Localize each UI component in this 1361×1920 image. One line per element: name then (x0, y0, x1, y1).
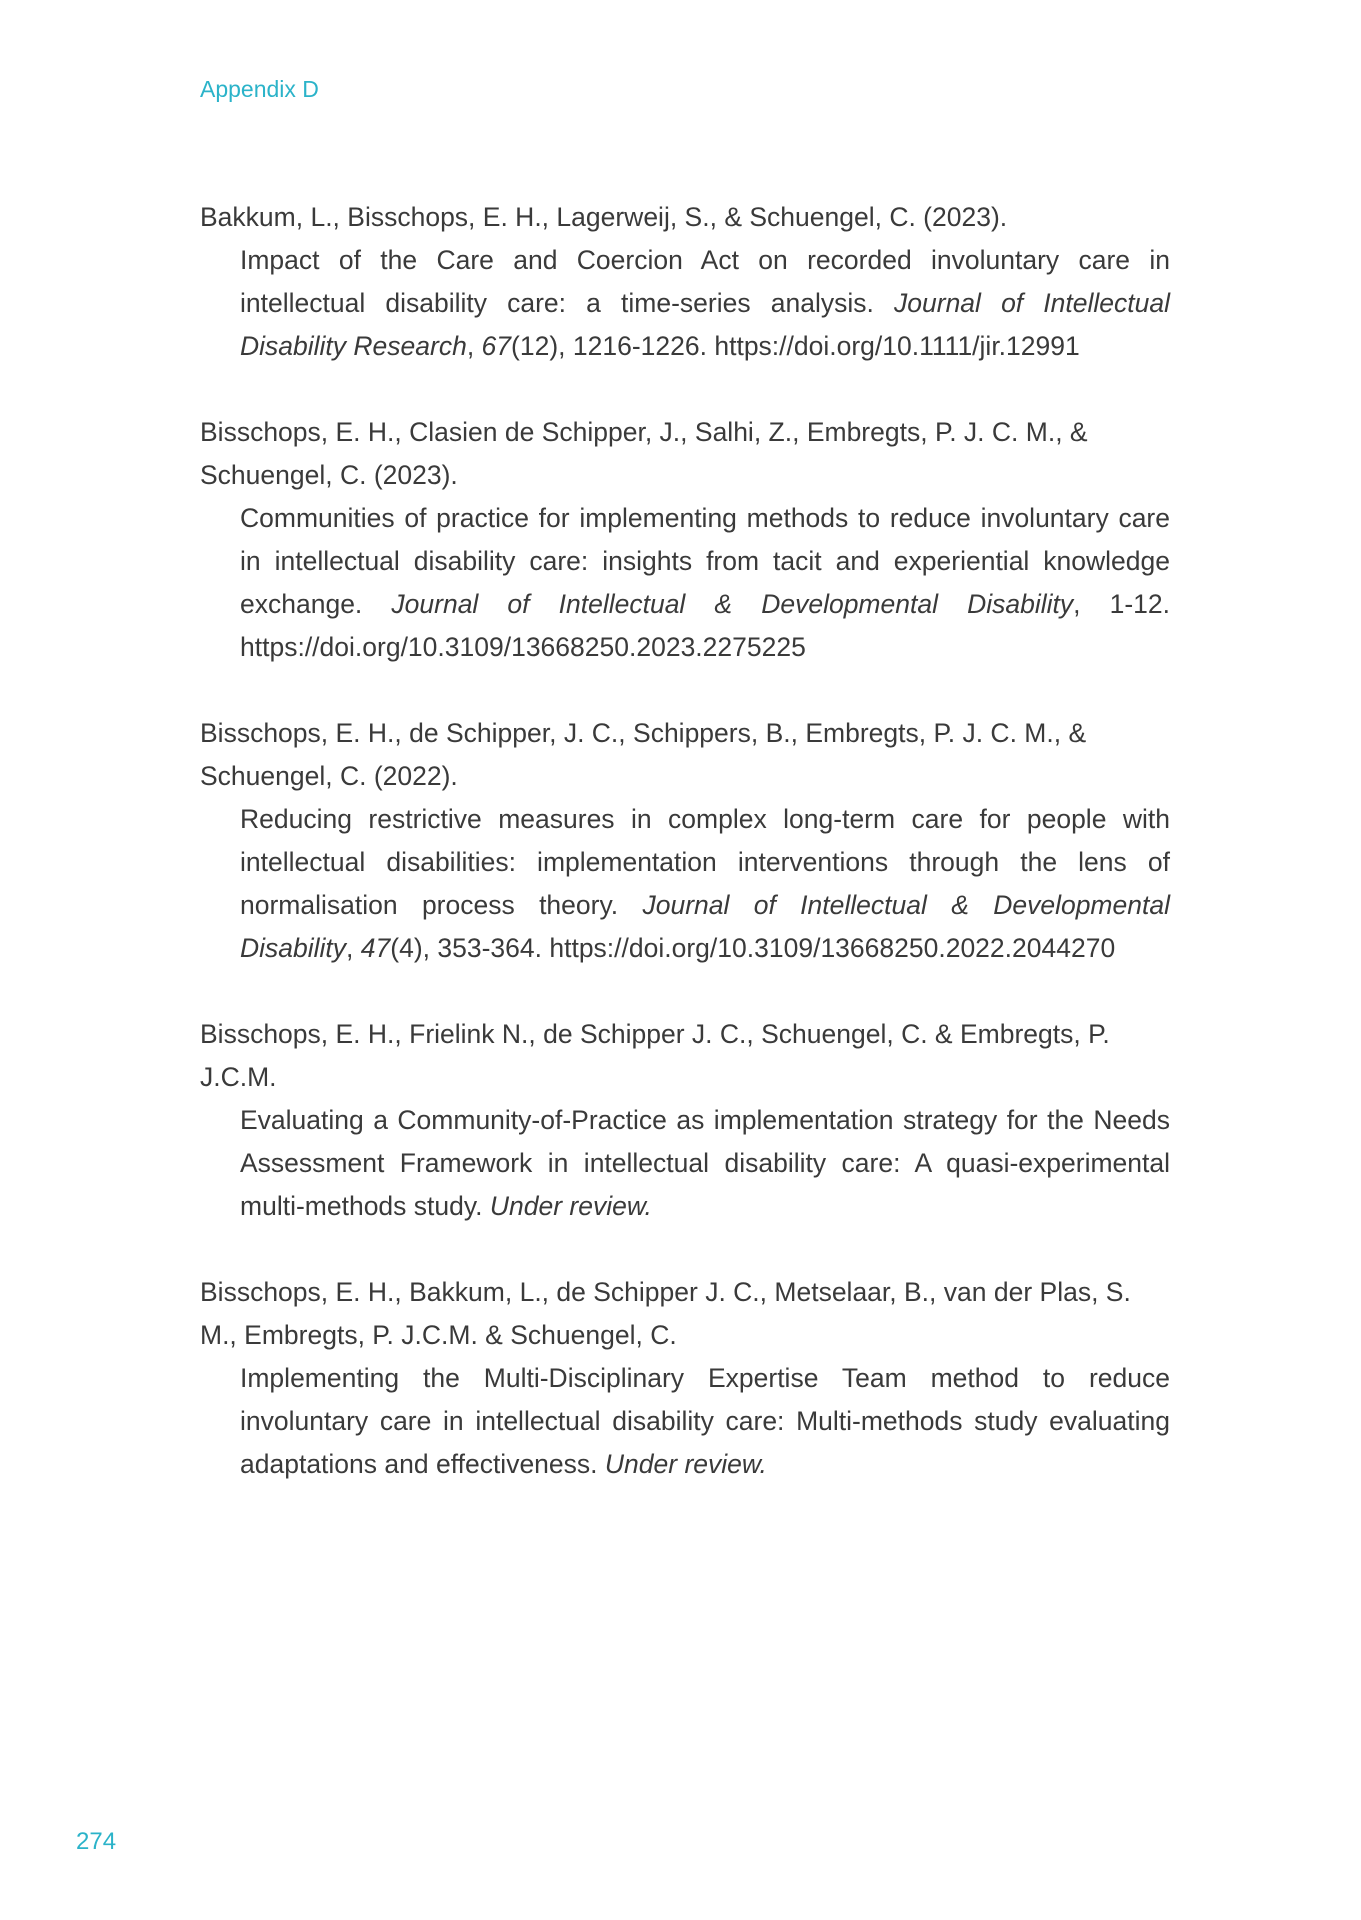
reference-doi[interactable]: https://doi.org/10.1111/jir.12991 (714, 331, 1080, 361)
reference-entry (200, 712, 1170, 970)
reference-title: Communities of practice for implementing methods to reduce involuntary care in intellectual disability care: insights from tacit and experiential knowledge exchange. (240, 503, 1170, 619)
reference-entry (200, 1013, 1170, 1228)
reference-authors: Bisschops, E. H., Frielink N., de Schipper J. C., Schuengel, C. & Embregts, P. J.C.M. (200, 1019, 1110, 1092)
reference-body (200, 1357, 1170, 1486)
reference-list (200, 196, 1170, 1529)
reference-entry (200, 1271, 1170, 1486)
reference-entry (200, 196, 1170, 368)
reference-volume: 67 (481, 331, 512, 361)
reference-journal: Journal of Intellectual Disability Research (240, 288, 1170, 361)
reference-issue-pages: (12), 1216-1226. (511, 331, 707, 361)
reference-title: Impact of the Care and Coercion Act on recorded involuntary care in intellectual disability care: a time-series analysis. (240, 245, 1170, 318)
reference-volume: 47 (360, 933, 391, 963)
reference-body: Impact of the Care and Coercion Act on recorded involuntary care in intellectual disability care: a time-series analysis. Journal of Intellectual Disability Research, 67(12), 1216-1226. https://doi.org/10.1111/jir.12991 (240, 245, 1170, 361)
reference-entry (200, 411, 1170, 669)
reference-authors: Bisschops, E. H., de Schipper, J. C., Schippers, B., Embregts, P. J. C. M., & Schuengel, C. (2022). (200, 718, 1087, 791)
reference-pages: , 1-12. (1073, 589, 1170, 619)
reference-body (200, 497, 1170, 669)
reference-title: Evaluating a Community-of-Practice as implementation strategy for the Needs Assessment Framework in intellectual disability care: A quasi-experimental multi-methods study. (240, 1105, 1170, 1221)
section-header: Appendix D (200, 76, 319, 102)
reference-body: Reducing restrictive measures in complex long-term care for people with intellectual disabilities: implementation interventions through the lens of normalisation process theory. Journal of Intellectual & Developmental Disability, 47(4), 353-364. https://doi.org/10.3109/13668250.2022.2044270 (240, 804, 1170, 963)
reference-title: Reducing restrictive measures in complex long-term care for people with intellectual disabilities: implementation interventions through the lens of normalisation process theory. (240, 804, 1170, 920)
reference-authors: Bakkum, L., Bisschops, E. H., Lagerweij, S., & Schuengel, C. (2023). (200, 202, 1008, 232)
reference-body (200, 1099, 1170, 1228)
reference-status: Under review. (489, 1191, 652, 1221)
reference-doi[interactable]: https://doi.org/10.3109/13668250.2022.2044270 (549, 933, 1116, 963)
reference-journal: Journal of Intellectual & Developmental Disability (391, 589, 1074, 619)
reference-journal: Journal of Intellectual & Developmental Disability (240, 890, 1170, 963)
reference-authors: Bisschops, E. H., Clasien de Schipper, J., Salhi, Z., Embregts, P. J. C. M., & Schuengel, C. (2023). (200, 417, 1088, 490)
page-number: 274 (76, 1828, 117, 1855)
reference-status: Under review. (604, 1449, 767, 1479)
reference-issue-pages: (4), 353-364. (390, 933, 542, 963)
reference-authors: Bisschops, E. H., Bakkum, L., de Schipper J. C., Metselaar, B., van der Plas, S. M., Embregts, P. J.C.M. & Schuengel, C. (200, 1277, 1131, 1350)
reference-doi[interactable]: https://doi.org/10.3109/13668250.2023.2275225 (240, 632, 806, 662)
reference-title: Implementing the Multi-Disciplinary Expertise Team method to reduce involuntary care in intellectual disability care: Multi-methods study evaluating adaptations and effectiveness. (240, 1363, 1170, 1479)
